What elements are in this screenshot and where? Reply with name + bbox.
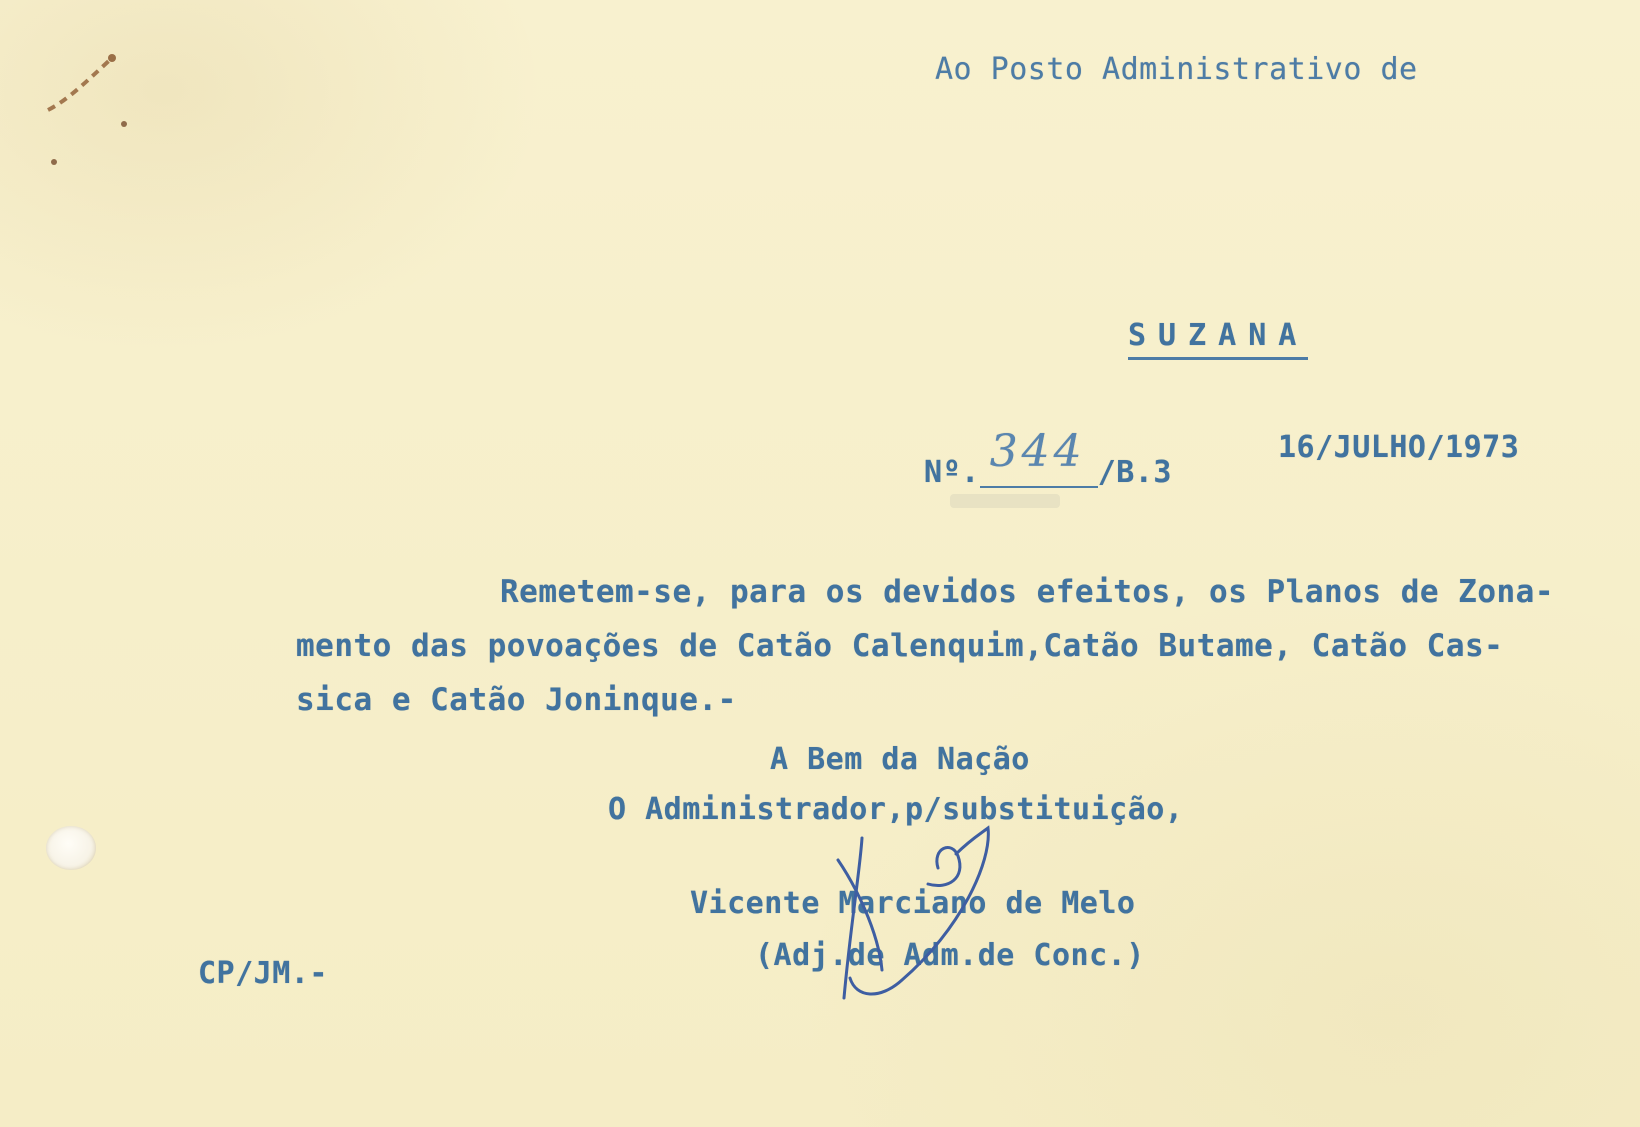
typist-initials: CP/JM.- xyxy=(198,956,328,991)
body-line-3: sica e Catão Joninque.- xyxy=(296,682,737,718)
reference-number xyxy=(924,426,1172,490)
signatory-title: (Adj.de Adm.de Conc.) xyxy=(755,938,1145,973)
body-line-2: mento das povoações de Catão Calenquim,Catão Butame, Catão Cas- xyxy=(296,628,1504,664)
handwritten-reference-number: 344 xyxy=(989,426,1086,477)
stamp-smudge xyxy=(950,494,1060,508)
reference-number-field xyxy=(980,426,1098,488)
body-line-1: Remetem-se, para os devidos efeitos, os Planos de Zona- xyxy=(500,574,1554,610)
reference-suffix: /B.3 xyxy=(1097,455,1172,490)
staple-marks xyxy=(28,40,148,190)
letter-date: 16/JULHO/1973 xyxy=(1278,430,1520,465)
signatory-name: Vicente Marciano de Melo xyxy=(690,886,1136,921)
recipient-line: Ao Posto Administrativo de xyxy=(935,52,1418,87)
punch-hole xyxy=(46,826,96,870)
closing-phrase: A Bem da Nação xyxy=(770,742,1030,777)
reference-prefix: Nº. xyxy=(924,455,980,490)
signatory-role: O Administrador,p/substituição, xyxy=(608,792,1184,827)
handwritten-signature xyxy=(820,820,1050,1010)
recipient-place: SUZANA xyxy=(1128,318,1308,360)
